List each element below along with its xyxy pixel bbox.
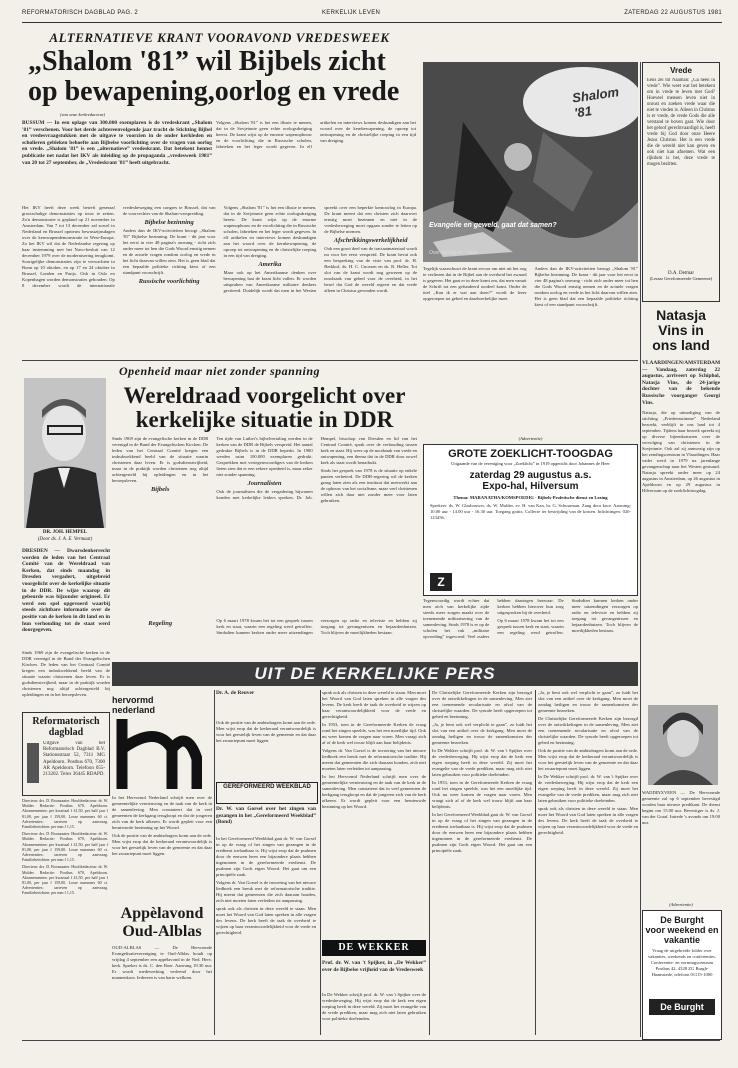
natasja-photo [648,705,718,785]
hervormd-logo-text [112,695,212,715]
gereformeerd-paragraph: Volgens dr. Van Gorsel is de invoering van het nieuwe liedboek een breuk met de reformatorische traditie. Hij meent dat gemeenten die zich daaraan houden, zich niet moeten laten verleiden tot aanpassing. [216,880,316,903]
natasja-title-line2: Vins in [658,322,704,338]
colophon-small-text: Directeur: drs. D. Boonzaaier. Hoofdredacteur: dr. W. Mulder. Redactie: Postbus 670, Apeldoorn. Abonnementen: per kwartaal f 41,50, per half jaar f 81,00, per jaar f 159,00. Losse nummers 60 ct. Advertenties: tarieven op aanvraag. Familieberichten: per mm f 1,15. [22,831,108,863]
toogdag-logo: Z [430,573,452,591]
page-header [22,8,722,23]
burgh-ad [642,910,722,1040]
article1-headline-line1: „Shalom '81” wil Bijbels zicht [28,46,386,77]
column4-paragraph: In het Gereformeerd Weekblad gaat dr. W. van Gorsel in op de vraag of het zingen van gezangen in de eredienst toelaatbaar is. Hij wijst erop dat de psalmen door de eeuwen heen een bijzondere plaats hebben ingenomen in de gereformeerde eredienst. De psalmen zijn Gods eigen Woord. Het gaat om een principiële zaak. [432,812,532,853]
toogdag-title: GROTE ZOEKLICHT-TOOGDAG [448,448,613,460]
hervormd-logo-line2: nederland [112,705,156,715]
colophon-small-text: Directeur: drs. D. Boonzaaier. Hoofdredacteur: dr. W. Mulder. Redactie: Postbus 670, Apeldoorn. Abonnementen: per kwartaal f 41,50, per half jaar f 81,00, per jaar f 159,00. Losse nummers 60 ct. Advertenties: tarieven op aanvraag. Familieberichten: per mm f 1,15. [22,864,108,896]
colophon-small-text: Directeur: drs. D. Boonzaaier. Hoofdredacteur: dr. W. Mulder. Redactie: Postbus 670, Apeldoorn. Abonnementen: per kwartaal f 41,50, per half jaar f 81,00, per jaar f 159,00. Losse nummers 60 ct. Advertenties: tarieven op aanvraag. Familieberichten: per mm f 1,15. [22,798,108,830]
column3-paragraph: In 1953, toen in de Gereformeerde Kerken de vraag rond het zingen speelde, was het een moeilijke tijd. Ook nu weer komen de vragen naar voren. Men vraagt zich af of de kerk wel trouw blijft aan haar belijdenis. [322,722,426,745]
column-rule [214,690,215,1035]
article1-paragraph: Anders dan de IKV-activiteiten beoogt „Shalom '81” Bijbelse bezinning. De krant - dit jaar voor het eerst in vier 48 pagina's omvang - richt zich onder meer tot hen die Gods Woord ernstig nemen en de actuele vragen rondom oorlog en vrede in het licht daarvan willen zien. Het is geen blad dat een bepaalde politieke richting kiest of een standpunt voorschrijft. [122,228,216,275]
article2-paragraph: Sinds het gesprek van 1978 is de situatie op enkele punten verbeterd. De DDR-regering wil de kerken graag laten zien als een instituut dat meewerkt aan de opbouw van het socialisme, maar veel christenen willen zich daar niet zonder meer voor laten gebruiken. [320,468,417,503]
article1-paragraph: Maar ook op het Amerikaanse denken over bewapening laat de krant licht vallen. Er worden uitspraken van Amerikaanse militaire denkers geciteerd. Duidelijk wordt dat men in het Westen spreekt over een beperkte kernoorlog in Europa. De krant meent dat een christen zich daarover ernstig moet bezinnen en niet in de vredesbeweging moet opgaan zonder te letten op de Bijbelse normen. [223,205,417,293]
article2-paragraph: Sinds 1969 zijn de evangelische kerken in de DDR verenigd in de Bund der Evangelischen Kirchen. De leden van het Centraal Comité kregen een indrukwekkend beeld van de situatie waarin christenen daar leven. Er is godsdienstvrijheid, maar in de praktijk worden christenen nog altijd achtergesteld bij opleidingen en in het beroepsleven. [112,436,209,483]
header-left: REFORMATORISCH DAGBLAD PAG. 2 [22,10,139,16]
natasja-lead: VLAARDINGEN/AMSTERDAM — Vandaag, zaterdag 22 augustus, arriveert op Schiphol, Natasja Vins, de 24-jarige dochter van de bekende Russische voorganger Georgi Vins. [642,360,720,406]
article1-byline: (van onze kerkredacteur) [60,112,106,117]
toogdag-subtitle: Uitgaande van de vereniging voor „Zoeklicht” in 1919 opgericht door Johannes de Heer [451,461,610,466]
column4-paragraph: „Ja, je bent ook wel verplicht te gaan”, zo luidt het slot van een artikel over de kerkgang. Men moet de zondag heiligen en trouw de samenkomsten der gemeente bezoeken. [432,722,532,745]
column3-paragraph: sprak ook als christen in deze wereld te staan. Men moet het Woord van God laten spreken in alle vragen des levens. De kerk heeft de taak de overheid te wijzen op haar verantwoordelijkheid voor de vrede en gerechtigheid. [322,690,426,719]
article1-paragraph: Volgens „Shalom '81” is het een illusie te menen, dat in de Sovjetunie geen echte oorlogsdreiging heerst. De krant wijst op de enorme wapenopbouw en de voorlichting die in Russische scholen, fabrieken en het leger wordt gegeven. In elf artikelen en interviews komen deskundigen aan het woord over de kernbewapening, de oproep tot ontwapening en de christelijke roeping in een tijd van dreiging. [223,205,317,258]
vrede-title: Vrede [670,66,692,75]
shalom-photo [423,62,638,262]
vrede-signature: D.A. Detmar [668,271,694,276]
column5-body [538,690,638,1035]
natasja-title-line1: Natasja [656,307,706,323]
article2b-paragraph: Tegenwoordig wordt echter dat men zich van kerkelijke zijde steeds meer zorgen maakt over de toenemende militarisering van de samenleving. Sinds 1978 is er op de scholen het vak „militaire opvoeding” ingevoerd. Veel ouders hebben daartegen bezwaar. De kerken hebben hierover hun zorg uitgesproken bij de overheid. [423,598,564,639]
article1b-paragraph: Tegelijk waarschuwt de krant ervoor om niet uit het oog te verliezen dat in de Bijbel aan de overheid het zwaard is gegeven. Het gaat er in deze krant om, dat men vanuit de Schrift tot een gefundeerd oordeel komt. Onder de titel „Kan ik er wat aan doen?” wordt de lezer opgeroepen tot gebed en daadwerkelijke inzet. [423,266,527,301]
article1b-paragraph: Anders dan de IKV-activiteiten beoogt „Shalom '81” Bijbelse bezinning. De krant - dit jaar voor het eerst in vier 48 pagina's omvang - richt zich onder meer tot hen die Gods Woord ernstig nemen en de actuele vragen rondom oorlog en vrede in het licht daarvan willen zien. Het is geen blad dat een bepaalde politieke richting kiest of een standpunt voorschrijft. [534,266,638,307]
hempel-caption: DR. JOH. HEMPEL [42,530,88,535]
column5-paragraph: De Christelijke Gereformeerde Kerken zijn bezorgd over de ontwikkelingen in de samenleving. Men ziet een toenemende secularisatie en afval van de christelijke waarden. De synode heeft opgeroepen tot gebed en bezinning. [538,716,638,745]
hempel-caption-sub: (Door ds. J. A. E. Vermaat) [37,537,93,542]
article1-paragraph: Volgens „Shalom '81” is het een illusie te menen, dat in de Sovjetunie geen echte oorlogsdreiging heerst. De krant wijst op de enorme wapenopbouw en de voorlichting die in Russische scholen, fabrieken en het leger wordt gegeven. In elf artikelen en interviews komen deskundigen aan het woord over de kernbewapening, de oproep tot ontwapening en de christelijke roeping in een tijd van dreiging. [216,120,416,149]
colophon-address: Uitgave van het Reformatorisch Dagblad B.V. Stationsstraat 52, 7311 MG Apeldoorn. Postbus 670, 7300 AR Apeldoorn. Telefoon 055-213202. Telex 36445 RDAPD. [43,741,105,778]
wekker-body: In De Wekker schrijft prof. dr. W. van 't Spijker over de vredesbeweging. Hij wijst erop dat de kerk een eigen roeping heeft in deze wereld. Zij moet het evangelie van de vrede prediken, maar mag zich niet laten gebruiken voor politieke doeleinden. [322,992,426,1021]
burgh-ad-line2: voor weekend en [645,925,719,935]
article2-headline-line2: kerkelijke situatie in DDR [135,407,394,432]
hervormd-logo [112,695,212,790]
article2-continued [423,598,638,656]
gereformeerd-paragraph: sprak ook als christen in deze wereld te staan. Men moet het Woord van God laten spreken in alle vragen des levens. De kerk heeft de taak de overheid te wijzen op haar verantwoordelijkheid voor de vrede en gerechtigheid. [216,906,316,935]
article2-subhead: Regeling [148,620,173,627]
toogdag-venue: Expo-hal, Hilversum [482,481,579,492]
appelavond-title [112,905,212,941]
article1-paragraph: Het IKV heeft deze week betreft generaal grootschalige demonstraties op touw te zetten. Zo'n demonstratie is gepland op 21 november in Amsterdam. Van 7 tot 13 december zal zowel in Nederland en Brussel opnieuw bewustzijnsdagen over de kernwapendemonstratie in West-Europa. Zo het IKV wil dat de Nederlandse regering op haar instemming met het Navo-besluit van 12 december 1979 over de modernisering terugkomt. Soortgelijke demonstraties zijn te verwachten in Bonn op 10 oktober, en op 17 en 24 oktober in Brussel, Londen en Parijs. Ook in Oslo en Kopenhagen worden demonstraties gehouden. Op 8 december wordt de internationale vredesbeweging een congres te Brussel, dat van de voorvechter van de Shalom-verspreiding. [22,205,216,288]
natasja-title-line3: ons land [652,337,710,353]
article1-headline [28,47,423,107]
vrede-body: Eens zei tot Naäman: „Ga heen in vrede”. Wie weet wat het betekent om in vrede te leven met God? Hoeveel mensen leven niet in onrust en zoeken vrede waar die niet te vinden is. Alleen in Christus is er vrede, de vrede Gods die alle verstand te boven gaat. Wie door het geloof gerechtvaardigd is, heeft vrede bij God door onze Heere Jezus Christus. Het is een vrede die de wereld niet kan geven en ook niet kan afnemen. Wat een rijkdom is het, deze vrede te mogen bezitten. [647,78,715,167]
column5-paragraph: Ook de positie van de ambtsdragers komt aan de orde. Men wijst erop dat de kerkeraad verantwoordelijk is voor het geestelijk leven van de gemeente en dat daar het zwaartepunt moet liggen. [538,748,638,771]
article2-paragraph: Ten tijde van Luther's bijbelvertaling werden in de kerken van de DDR de Bijbels verspreid. Het aantal gedrukte Bijbels is in de DDR beperkt. In 1980 werden ruim 100.000 exemplaren gedrukt. Gesprekken met vertegenwoordigers van de kerken lieten zien dat er een zekere openheid is, maar zeker niet zonder spanning. [216,436,313,477]
colophon-logo-mark [27,743,39,783]
appelavond-title-line2: Oud-Alblas [122,923,202,940]
colophon-title-line2: dagblad [48,727,84,738]
vrede-box [642,62,720,302]
hervormd-paragraph: In het Hervormd Nederland schrijft men over de gemeentelijke vernieuwing en de taak van de kerk in de samenleving. Men constateert dat in veel gemeenten de kerkgang terugloopt en dat de jongeren zich van de kerk afkeren. Er wordt gepleit voor een hernieuwde bezinning op het Woord. [112,795,212,830]
burgh-ad-line3: vakantie [663,935,701,945]
article1-continued [423,266,638,358]
toogdag-theme: Thema: MARANATHA/KOMSPOEDIG - Bijbels-Profetische dienst en Lezing [453,495,608,500]
burgh-ad-heading [643,915,721,945]
article2-paragraph: Op 6 maart 1978 kwam het tot een gesprek tussen kerk en staat, waarin een regeling werd getroffen. Sindsdien kunnen kerken onder meer uitzendingen verzorgen op radio en televisie en hebben zij toegang tot gevangenissen en bejaardenhuizen. Toch blijven de moeilijkheden bestaan. [216,618,417,635]
shalom-caption: Evangelie en geweld, gaat dat samen? [429,222,557,229]
hempel-photo [24,378,106,528]
hervormd-logo-line1: hervormd [112,695,154,705]
article2-kicker: Openheid maar niet zonder spanning [118,364,321,378]
toogdag-body: Sprekers: ds. W. Glashouwer, ds. W. Mulder, ev. H. van Kan, br. G. Schuurman. Zang door koor. Aanvang: 10.00 uur - 14.00 uur - 16.30 uur. Toegang gratis. Collecte ter bestrijding van de kosten. Inlichtingen: 020-123456. [430,503,631,520]
gereformeerd-head: Dr. W. van Gorsel over het zingen van gezangen in het „Gereformeerd Weekblad” (Bond) [216,806,316,826]
article1-lead: BUSSUM — In een oplage van 300.000 exemplaren is de vredeskrant „Shalom '81” verschenen. Voor het derde achtereenvolgende jaar tracht de Stichting Bijbel en vredesvraagstukken met de uitgave te voorzien in de onder kerkleden en scholieren gebleken behoefte aan Bijbelse voorlichting over de vragen van oorlog en vrede. „Shalom '81” is een „alternatieve” vredeskrant. Dat betekent hennst publicatie net nadat het IKV als inleiding op de propaganda „vredesweek 1981” van 20 tot 27 september, de „Vredeskrant '81” heeft uitgebracht. [22,120,212,166]
column-rule [320,690,321,1035]
article2b-paragraph: Op 6 maart 1978 kwam het tot een gesprek tussen kerk en staat, waarin een regeling werd getroffen. Sindsdien kunnen kerken onder meer uitzendingen verzorgen op radio en televisie en hebben zij toegang tot gevangenissen en bejaardenhuizen. Toch blijven de moeilijkheden bestaan. [497,598,638,635]
section-divider [22,360,638,361]
article2-headline-line1: Wereldraad voorgelicht over [123,383,406,408]
burgh-ad-logo: De Burght [649,999,715,1015]
vrede-signature-sub: (Leraar Gereformeerde Gemeente) [649,276,713,281]
wekker-head: Prof. dr. W. van 't Spijker, in „De Wekker” over de Bijbelse vrijheid van de Vredesweek [322,960,426,973]
wekker-logo: DE WEKKER [322,940,426,956]
article1-paragraph: Ook een groot deel van de tractaatmateriaal wordt nu voor het eerst verspreid. De krant bevat ook een bespreking van de visie van prof. dr. H. Berkhof, ds. H. C. Cnossen en ds. R. Heller. Tot slot van de krant wordt nog gewezen op de noodzaak van gebed voor de overheid, in het besef dat God de wereld regeert en dat vrede alleen in Christus gevonden wordt. [324,246,417,293]
colophon-title [23,716,109,738]
toogdag-ad [423,444,638,596]
hervormd-paragraph: Ook de positie van de ambtsdragers komt aan de orde. Men wijst erop dat de kerkeraad verantwoordelijk is voor het geestelijk leven van de gemeente en dat daar het zwaartepunt moet liggen. [112,833,212,856]
waddinxveen-body: WADDINXVEEN — De Hervormde gemeente zal op 6 september bevestigd worden haar nieuwe predikant. De dienst begint om 15.00 uur. Bevestiger is ds. J. van der Graaf. Intrede 's avonds om 19.00 uur. [642,790,720,825]
burgh-ad-body: Vraag de uitgebreide folder over vakanties, weekends en conferenties. Conferentie- en vormingscentrum Postbus 42, 4328 ZG Burgh-Haamstede, telefoon 01115-1000 [648,948,716,977]
burgh-ad-line1: De Burght [660,915,704,925]
column3-body [322,690,426,935]
article1-subhead: Russische voorlichting [138,278,200,285]
hervormd-h-icon [112,719,202,789]
gereformeerd-logo: GEREFORMEERD WEEKBLAD [216,782,318,804]
article2-regeling [112,618,417,658]
column4-paragraph: In De Wekker schrijft prof. dr. W. van 't Spijker over de vredesbeweging. Hij wijst erop dat de kerk een eigen roeping heeft in deze wereld. Zij moet het evangelie van de vrede prediken, maar mag zich niet laten gebruiken voor politieke doeleinden. [432,748,532,777]
article2-body-a [112,436,417,616]
appelavond-title-line1: Appèlavond [120,905,204,922]
article2-subhead: Journalisten [247,480,282,487]
colophon-box [22,712,110,796]
hempel-portrait [24,378,106,528]
shalom-logo-text: Shalom '81 [571,84,620,121]
gereformeerd-body [216,836,316,1034]
article1-headline-line2: op bewapening,oorlog en vrede [28,76,400,107]
toogdag-ad-label: (Advertentie) [518,436,543,441]
column5-paragraph: sprak ook als christen in deze wereld te staan. Men moet het Woord van God laten spreken in alle vragen des levens. De kerk heeft de taak de overheid te wijzen op haar verantwoordelijkheid voor de vrede en gerechtigheid. [538,806,638,835]
kerkelijke-pers-banner: UIT DE KERKELIJKE PERS [112,662,638,686]
colophon-title-line1: Reformatorisch [32,716,100,727]
column5-paragraph: „Ja, je bent ook wel verplicht te gaan”, zo luidt het slot van een artikel over de kerkgang. Men moet de zondag heiligen en trouw de samenkomsten der gemeente bezoeken. [538,690,638,713]
article1-body [22,205,417,355]
gereformeerd-paragraph: In het Gereformeerd Weekblad gaat dr. W. van Gorsel in op de vraag of het zingen van gezangen in de eredienst toelaatbaar is. Hij wijst erop dat de psalmen door de eeuwen heen een bijzondere plaats hebben ingenomen in de gereformeerde eredienst. De psalmen zijn Gods eigen Woord. Het gaat om een principiële zaak. [216,836,316,877]
hervormd-body [112,795,212,900]
column5-paragraph: In De Wekker schrijft prof. dr. W. van 't Spijker over de vredesbeweging. Hij wijst erop dat de kerk een eigen roeping heeft in deze wereld. Zij moet het evangelie van de vrede prediken, maar mag zich niet laten gebruiken voor politieke doeleinden. [538,774,638,803]
article2-lead: DRESDEN — Dwarsdenkerrecht worden de leden van het Centraal Comité van de Wereldraad van Kerken, dat sinds maandag in Dresden vergadert, uitgebreid voorgelicht over de kerkelijke situatie in de DDR. De wijze waarop dit gebeurde was bijzonder origineel. Er werd een spel opgevoerd waarbij steeds zichtbare informatie over de positie van de kerken in dit land en in hun verhouding tot de staat werd doorgegeven. [22,548,110,634]
column4-paragraph: De Christelijke Gereformeerde Kerken zijn bezorgd over de ontwikkelingen in de samenleving. Men ziet een toenemende secularisatie en afval van de christelijke waarden. De synode heeft opgeroepen tot gebed en bezinning. [432,690,532,719]
natasja-title [642,308,720,353]
article2-body-b: Sinds 1969 zijn de evangelische kerken in de DDR verenigd in de Bund der Evangelischen Kirchen. De leden van het Centraal Comité kregen een indrukwekkend beeld van de situatie waarin christenen daar leven. Er is godsdienstvrijheid, maar in de praktijk worden christenen nog altijd achtergesteld bij opleidingen en in het beroepsleven. [22,650,110,697]
column-rule [429,690,430,1035]
hervormd-body-cont: Ook de positie van de ambtsdragers komt aan de orde. Men wijst erop dat de kerkeraad verantwoordelijk is voor het geestelijk leven van de gemeente en dat daar het zwaartepunt moet liggen. [216,720,316,743]
colophon-small [22,798,108,1033]
article1-subhead: Amerika [258,261,282,268]
natasja-body: Natasja, die op uitnodiging van de stichting „Friedensstimme” Nederland bezoekt, verblijft in ons land tot 4 september. Tijdens haar bezoek spreekt zij op diverse bijeenkomsten over de vervolging van christenen in de Sovjetunie. Ook zal zij aanwezig zijn op het zendingscentrum in Vlaardingen. Haar vader werd in 1979 na jarenlange gevangenschap naar het Westen gestuurd. Natasja spreekt onder meer op 24 augustus in Amsterdam, op 26 augustus in Apeldoorn en op 29 augustus in Hilversum op de zoeklichttoogdag. [642,410,720,493]
article1-subhead: Afschrikkingswerkelijkheid [333,237,408,244]
column-rule [640,62,641,1037]
header-right: ZATERDAG 22 AUGUSTUS 1981 [624,10,722,16]
column3-paragraph: Volgens dr. Van Gorsel is de invoering van het nieuwe liedboek een breuk met de reformatorische traditie. Hij meent dat gemeenten die zich daaraan houden, zich niet moeten laten verleiden tot aanpassing. [322,748,426,771]
article1-kicker: ALTERNATIEVE KRANT VOORAVOND VREDESWEEK [49,30,390,45]
column3-paragraph: In het Hervormd Nederland schrijft men over de gemeentelijke vernieuwing en de taak van de kerk in de samenleving. Men constateert dat in veel gemeenten de kerkgang terugloopt en dat de jongeren zich van de kerk afkeren. Er wordt gepleit voor een hernieuwde bezinning op het Woord. [322,774,426,809]
article1-lead-side [216,120,416,202]
page-bottom-rule [22,1040,720,1041]
appelavond-body: OUD-ALBLAS — De Hervormde Evangelisatievereniging te Oud-Alblas houdt op vrijdag 4 september een appèlavond in de Ned. Herv. kerk. Spreker is ds. C. den Boer. Aanvang 19.30 uur. Er wordt medewerking verleend door het mannenkoor. Iedereen is van harte welkom. [112,945,212,980]
article2-headline [112,384,417,432]
natasja-portrait [648,705,718,785]
toogdag-date: zaterdag 29 augustus a.s. [469,470,592,481]
header-center: KERKELIJK LEVEN [322,10,381,16]
column4-paragraph: In 1953, toen in de Gereformeerde Kerken de vraag rond het zingen speelde, was het een moeilijke tijd. Ook nu weer komen de vragen naar voren. Men vraagt zich af of de kerk wel trouw blijft aan haar belijdenis. [432,780,532,809]
article2-subhead: Bijbels [150,486,170,493]
column4-body [432,690,532,1035]
article2-paragraph: Ook de journalisten die de vergadering bijwonen konden met kerkelijke leiders spreken. Dr. Joh. Hempel, bisschop van Dresden en lid van het Centraal Comité, sprak over de verhouding tussen kerk en staat. Hij wees op de noodzaak van vrede en ontwapening, een thema dat in de DDR door zowel kerk als staat wordt benadrukt. [216,436,417,500]
column-rule [535,690,536,1035]
burgh-ad-label: (Advertentie) [669,902,693,907]
article1-subhead: Bijbelse bezinning [144,219,194,226]
hervormd-head: Dr. A. de Reuver [216,690,255,696]
shalom-caption-sub: Over Oorlog en Vrede [429,250,478,256]
